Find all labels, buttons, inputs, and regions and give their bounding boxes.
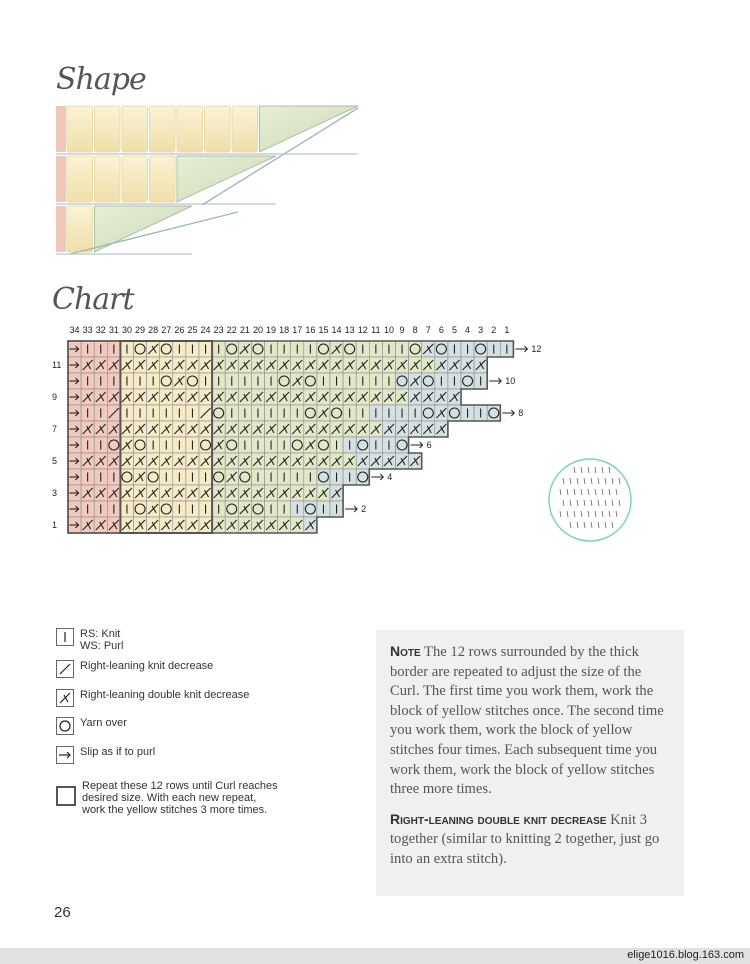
- row-number: 10: [505, 376, 516, 386]
- column-number: 30: [121, 325, 132, 335]
- column-number: 32: [95, 325, 106, 335]
- decrease-lead: Right-leaning double knit decrease: [390, 810, 607, 827]
- column-number: 19: [266, 325, 277, 335]
- row-number: 1: [52, 520, 58, 530]
- row-number: 9: [52, 392, 58, 402]
- column-number: 26: [174, 325, 185, 335]
- decrease-text: Knit 3 together (similar to knitting 2 together, just go into an extra stitch).: [390, 811, 660, 867]
- yarn-over-icon: [56, 717, 74, 735]
- column-number: 2: [491, 325, 497, 335]
- column-number: 5: [451, 325, 457, 335]
- footer-bar: [0, 948, 750, 964]
- legend-item: [56, 717, 127, 735]
- column-number: 15: [318, 325, 329, 335]
- column-number: 24: [200, 325, 211, 335]
- legend-label-line: Slip as if to purl: [80, 746, 156, 758]
- column-number: 29: [135, 325, 146, 335]
- note-lead: Note: [390, 643, 421, 659]
- column-number: 8: [412, 325, 418, 335]
- legend-label: [80, 628, 123, 652]
- repeat-box-icon: [56, 786, 76, 806]
- column-number: 1: [504, 325, 510, 335]
- legend-item: [56, 689, 249, 707]
- legend-label: [80, 746, 155, 758]
- column-number: 16: [305, 325, 316, 335]
- row-number: 12: [531, 344, 542, 354]
- row-number: 11: [52, 360, 62, 370]
- chart-heading: Chart: [52, 282, 134, 317]
- legend-item: [56, 780, 278, 816]
- column-number: 18: [279, 325, 290, 335]
- column-number: 7: [425, 325, 431, 335]
- legend-label-line: Right-leaning knit decrease: [80, 660, 214, 672]
- column-number: 31: [108, 325, 119, 335]
- row-number: 3: [52, 488, 58, 498]
- column-number: 20: [252, 325, 263, 335]
- k2tog-icon: [56, 660, 74, 678]
- swatch-thumbnail: [549, 459, 631, 541]
- column-number: 21: [239, 325, 250, 335]
- note-text: The 12 rows surrounded by the thick border are repeated to adjust the size of the Curl. The first time you work them, work the block of yellow stitches once. The second time you work them, work the block of yellow stitches four times. Each subsequent time you work them, work the block of yellow stitches three more times.: [390, 644, 664, 798]
- column-number: 23: [213, 325, 224, 335]
- note-box: [376, 630, 684, 896]
- legend-item: [56, 628, 123, 652]
- column-number: 4: [465, 325, 471, 335]
- column-number: 14: [331, 325, 342, 335]
- legend-label: [80, 689, 249, 701]
- column-number: 17: [292, 325, 303, 335]
- row-number: 8: [518, 408, 524, 418]
- row-number: 5: [52, 456, 58, 466]
- legend-label-line: Repeat these 12 rows until Curl reaches: [82, 780, 278, 792]
- column-number: 6: [438, 325, 444, 335]
- column-number: 27: [161, 325, 172, 335]
- row-number: 2: [361, 504, 367, 514]
- k3tog-icon: [56, 689, 74, 707]
- column-number: 9: [399, 325, 405, 335]
- column-number: 34: [69, 325, 80, 335]
- slip-icon: [56, 746, 74, 764]
- row-number: 6: [426, 440, 432, 450]
- column-number: 33: [82, 325, 93, 335]
- legend-label: [80, 717, 127, 729]
- legend-label-line: desired size. With each new repeat,: [82, 792, 257, 804]
- shape-heading: Shape: [56, 62, 146, 97]
- column-number: 11: [371, 325, 381, 335]
- legend-label-line: work the yellow stitches 3 more times.: [82, 804, 268, 816]
- legend-label-line: Right-leaning double knit decrease: [80, 689, 250, 701]
- column-number: 3: [478, 325, 484, 335]
- footer-watermark: elige1016.blog.163.com: [627, 949, 744, 961]
- legend-label-line: WS: Purl: [80, 640, 124, 652]
- legend-label-line: Yarn over: [80, 717, 127, 729]
- column-number: 25: [187, 325, 198, 335]
- legend-item: [56, 660, 213, 678]
- legend-label: [82, 780, 278, 816]
- column-number: 28: [148, 325, 159, 335]
- column-number: 22: [226, 325, 237, 335]
- legend-label-line: RS: Knit: [80, 628, 121, 640]
- row-number: 4: [387, 472, 393, 482]
- knit-icon: [56, 628, 74, 646]
- column-number: 12: [357, 325, 368, 335]
- column-number: 13: [344, 325, 355, 335]
- page-number: 26: [54, 904, 71, 921]
- column-number: 10: [383, 325, 394, 335]
- legend-item: [56, 746, 155, 764]
- swatch-circle: [549, 459, 631, 541]
- row-number: 7: [52, 424, 58, 434]
- legend-label: [80, 660, 213, 672]
